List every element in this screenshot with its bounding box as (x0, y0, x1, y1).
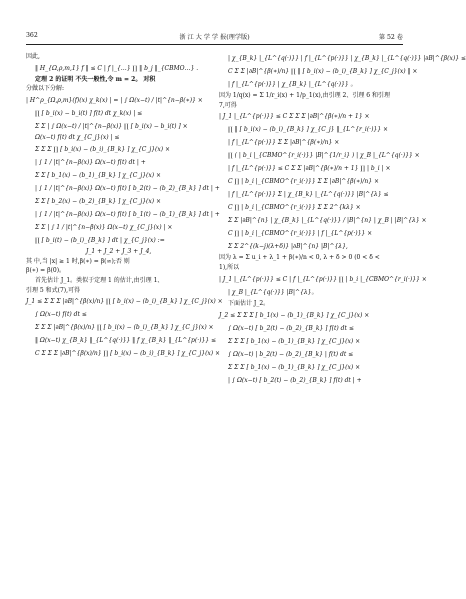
equation-line: J_1 ≤ Σ Σ Σ |∂B|^{β(x)/n} ∏ [ b_i(x) − (b_i)_{B_k} ] χ_{C_j}(x) × (26, 298, 223, 306)
text-line: 1),所以 (219, 264, 240, 272)
equation-line: Σ Σ [ b_2(x) − (b_2)_{B_k} ] χ_{C_j}(x) × (35, 197, 162, 205)
running-header (26, 30, 403, 45)
text-line: 分做以下分解: (26, 85, 65, 93)
equation-line: | f |_{L^{p(·)}} ≤ C Σ Σ |∂B|^{β(∗)/n + 1} ∏ | b_i | × (228, 165, 391, 173)
text-line: 因为 1/q(x) = Σ 1/r_i(x) + 1/p_1(x),由引理 2、引理 6 和引理 (219, 92, 391, 99)
equation-line: C ∏ | b_i |_{CBMO^{r_i(·)}} | f |_{L^{p(·)}} × (228, 230, 373, 238)
text-line: 首先估计 J_1。类似于定理 1 的估计,由引理 1、 (35, 276, 164, 284)
page-number: 362 (26, 32, 38, 39)
journal-name: 浙 江 大 学 学 报(理学版) (179, 34, 250, 41)
equation-line: Σ Σ | ∫ Ω(x−t) / |t|^{n−β(x)} ∏ [ b_i(x) − b_i(t) ] × (35, 123, 188, 131)
equation-line: | f |_{L^{p(·)}} Σ | χ_{B_k} |_{L^{q(·)}} |B|^{λ} ≤ (228, 191, 389, 199)
right-column (219, 52, 466, 587)
equation-line: Σ Σ Σ ∏ [ b_i(x) − (b_i)_{B_k} ] χ_{C_j}(x) × (35, 145, 171, 153)
equation-line: | χ_{B_k} |_{L^{q(·)}} | f |_{L^{p(·)}} | χ_{B_k} |_{L^{q(·)}} |∂B|^{β(x)} ≤ (228, 55, 466, 62)
equation-line: | ∫ Ω(x−t) [ b_2(t) − (b_2)_{B_k} ] f(t) dt | + (228, 376, 362, 384)
equation-line: C Σ Σ Σ |∂B|^{β(x)/n} ∏ [ b_i(x) − (b_i)_{B_k} ] χ_{C_j}(x) × (35, 350, 221, 358)
equation-line: | ∫ 1 / |t|^{n−β(x)} Ω(x−t) f(t) dt | + (35, 158, 146, 166)
equation-line: Σ Σ 2^{(k−j)(λ+δ)} |∂B|^{n} |B|^{λ}, (228, 243, 348, 251)
equation-line: | H^ρ_{Ω,ρ,m}(f)(x) χ_k(x) | = | ∫ Ω(x−t) / |t|^{n−β(∗)} × (26, 97, 203, 105)
equation-line: | χ_B |_{L^{q(·)}} |B|^{λ}。 (228, 288, 318, 296)
proof-heading (26, 75, 209, 85)
equation-line: Ω(x−t) f(t) dt χ_{C_j}(x) | ≤ (35, 134, 120, 142)
equation-line: ∫ Ω(x−t) f(t) dt ≤ (35, 311, 87, 319)
text-line: β(∗) = β(0)。 (26, 267, 66, 275)
equation-line: Σ Σ | ∫ 1 / |t|^{n−β(x)} Ω(x−t) χ_{C_j}(x) | × (35, 223, 173, 231)
equation-line: | f |_{L^{p(·)}} Σ Σ |∂B|^{β(∗)/n} × (228, 139, 340, 147)
equation-line: ∏ [ b_i(x) − b_i(t) ] f(t) dt χ_k(x) | ≤ (35, 110, 143, 118)
equation-line: Σ Σ [ b_1(x) − (b_1)_{B_k} ] χ_{C_j}(x) × (35, 171, 162, 179)
text-line: 因此, (26, 53, 40, 60)
equation-line: ∏ ‖ [ b_i(x) − (b_i)_{B_k} ] χ_{C_j} ‖_{L^{r_i(·)}} × (228, 126, 389, 134)
equation-line: Σ Σ Σ |∂B|^{β(x)/n} ∏ [ b_i(x) − (b_i)_{B_k} ] χ_{C_j}(x) × (35, 324, 214, 332)
equation-line: C ∏ | b_i |_{CBMO^{r_i(·)}} Σ Σ 2^{kλ} × (228, 204, 361, 212)
equation-line: ∏ [ b_i(t) − (b_i)_{B_k} ] dt | χ_{C_j}(x) := (35, 236, 165, 244)
equation-line: ‖ H_{Ω,ρ,m,1} f ‖ ≤ C | f |_{…} ∏ ‖ b_j ‖_{CBMO…} . (35, 64, 199, 72)
text-line: 下面估计 J_2。 (228, 299, 270, 307)
equation-line: ∫ Ω(x−t) | b_2(t) − (b_2)_{B_k} | f(t) dt ≤ (228, 350, 354, 358)
equation-line: | ∫ 1 / |t|^{n−β(x)} Ω(x−t) f(t) [ b_2(t) − (b_2)_{B_k} ] dt | + (35, 184, 220, 192)
equation-line: Σ Σ |∂B|^{n} | χ_{B_k} |_{L^{q(·)}} / |B|^{n} | χ_B | |B|^{λ} × (228, 217, 427, 225)
equation-line: ∏ ( | b_i |_{CBMO^{r_i(·)}} |B|^{1/r_i} ) | χ_B |_{L^{q(·)}} × (228, 152, 420, 160)
equation-line: | J_1 |_{L^{p(·)}} ≤ C | f |_{L^{p(·)}} ∏ | b_i |_{CBMO^{r_i(·)}} × (219, 275, 427, 283)
text-line: 因为 λ = Σ u_i + λ_1 + β(∗)/n < 0, λ + δ > 0 (0 < δ < (219, 254, 380, 262)
text-line: 7,可得 (219, 101, 237, 109)
left-column (26, 52, 223, 587)
equation-line: Σ Σ Σ [ b_1(x) − (b_1)_{B_k} ] χ_{C_j}(x) × (228, 337, 361, 345)
equation-line: J_2 ≤ Σ Σ Σ [ b_1(x) − (b_1)_{B_k} ] χ_{C_j}(x) × (219, 311, 370, 319)
equation-line: | J_1 |_{L^{p(·)}} ≤ C Σ Σ Σ |∂B|^{β(∗)/n + 1} × (219, 113, 370, 121)
text-line: 其 中,当 |x| ≥ 1 时,β(∗) = β(∞);否 则 (26, 257, 130, 265)
proof-text: 定理 2 的证明 不失一般性,令 m = 2。 对积 (35, 75, 156, 83)
text-line: 引理 5 和式(7),可得 (26, 286, 81, 294)
equation-line: C Σ Σ |∂B|^{β(∗)/n} ∏ ‖ [ b_i(x) − (b_i)_{B_k} ] χ_{C_j}(x) ‖ × (228, 68, 418, 75)
equation-line: | ∫ 1 / |t|^{n−β(x)} Ω(x−t) f(t) [ b_1(t) − (b_1)_{B_k} ] dt | + (35, 210, 220, 218)
equation-line: C ∏ | b_i |_{CBMO^{r_i(·)}} Σ Σ |∂B|^{β(∗)/n} × (228, 178, 380, 186)
equation-line: ∫ Ω(x−t) [ b_2(t) − (b_2)_{B_k} ] f(t) dt ≤ (228, 324, 354, 332)
equation-line: ‖ Ω(x−t) χ_{B_k} ‖_{L^{q(·)}} ‖ f χ_{B_k} ‖_{L^{p(·)}} ≤ (35, 337, 217, 345)
equation-line: | f |_{L^{p(·)}} | χ_{B_k} |_{L^{q(·)}} 。 (228, 81, 357, 88)
equation-line: Σ Σ Σ [ b_1(x) − (b_1)_{B_k} ] χ_{C_j}(x) × (228, 363, 361, 371)
equation-line: J_1 + J_2 + J_3 + J_4, (86, 247, 152, 255)
volume-label: 第 52 卷 (378, 34, 403, 41)
